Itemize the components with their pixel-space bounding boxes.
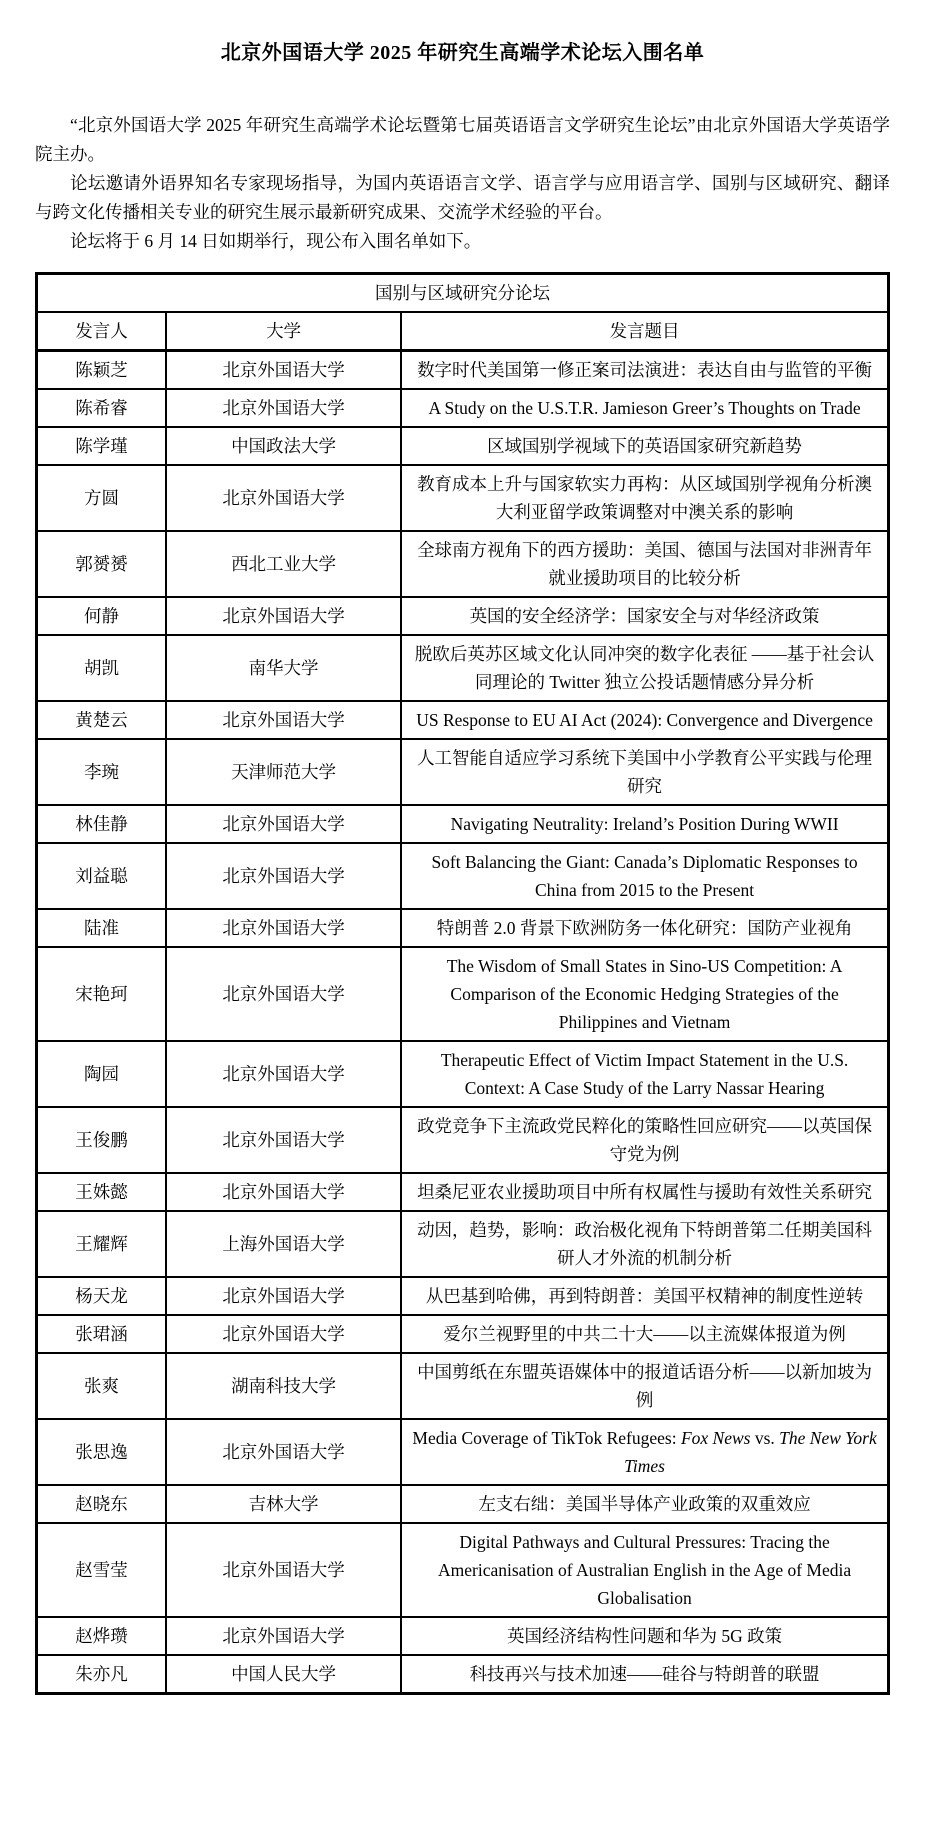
university-cell: 北京外国语大学	[166, 1107, 401, 1173]
topic-cell: 爱尔兰视野里的中共二十大——以主流媒体报道为例	[401, 1315, 888, 1353]
university-cell: 西北工业大学	[166, 531, 401, 597]
topic-cell: 区域国别学视域下的英语国家研究新趋势	[401, 427, 888, 465]
university-cell: 北京外国语大学	[166, 1523, 401, 1617]
university-cell: 上海外国语大学	[166, 1211, 401, 1277]
intro-paragraph-date: 论坛将于 6 月 14 日如期举行，现公布入围名单如下。	[70, 231, 482, 251]
speaker-cell: 胡凯	[37, 635, 167, 701]
university-cell: 中国政法大学	[166, 427, 401, 465]
topic-cell: 中国剪纸在东盟英语媒体中的报道话语分析——以新加坡为例	[401, 1353, 888, 1419]
table-row	[37, 1419, 889, 1485]
italic-text-run: Fox News	[680, 1428, 751, 1448]
intro-paragraph-purpose: 论坛邀请外语界知名专家现场指导，为国内英语语言文学、语言学与应用语言学、国别与区域研究、翻译与跨文化传播相关专业的研究生展示最新研究成果、交流学术经验的平台。	[35, 173, 890, 222]
speaker-cell: 陆准	[37, 909, 167, 947]
speaker-cell: 陈学瑾	[37, 427, 167, 465]
university-cell: 北京外国语大学	[166, 1315, 401, 1353]
topic-cell	[401, 1419, 888, 1485]
table-row	[37, 1617, 889, 1655]
university-cell: 北京外国语大学	[166, 597, 401, 635]
speaker-cell: 宋艳珂	[37, 947, 167, 1041]
topic-cell: 人工智能自适应学习系统下美国中小学教育公平实践与伦理研究	[401, 739, 888, 805]
table-row	[37, 1315, 889, 1353]
university-cell: 北京外国语大学	[166, 947, 401, 1041]
table-row	[37, 701, 889, 739]
university-cell: 北京外国语大学	[166, 465, 401, 531]
table-row	[37, 947, 889, 1041]
topic-cell: 左支右绌：美国半导体产业政策的双重效应	[401, 1485, 888, 1523]
topic-cell: 动因，趋势，影响：政治极化视角下特朗普第二任期美国科研人才外流的机制分析	[401, 1211, 888, 1277]
topic-cell: 英国的安全经济学：国家安全与对华经济政策	[401, 597, 888, 635]
university-cell: 天津师范大学	[166, 739, 401, 805]
table-row	[37, 739, 889, 805]
topic-cell: 坦桑尼亚农业援助项目中所有权属性与援助有效性关系研究	[401, 1173, 888, 1211]
topic-cell: Navigating Neutrality: Ireland’s Position During WWII	[401, 805, 888, 843]
speaker-cell: 朱亦凡	[37, 1655, 167, 1694]
university-cell: 北京外国语大学	[166, 351, 401, 390]
university-cell: 北京外国语大学	[166, 701, 401, 739]
table-section-title: 国别与区域研究分论坛	[37, 274, 889, 313]
section-title-row	[37, 274, 889, 313]
table-row	[37, 465, 889, 531]
column-header-speaker: 发言人	[37, 312, 167, 351]
topic-cell: The Wisdom of Small States in Sino-US Competition: A Comparison of the Economic Hedging Strategies of the Philippines and Vietnam	[401, 947, 888, 1041]
topic-cell: Therapeutic Effect of Victim Impact Statement in the U.S. Context: A Case Study of the Larry Nassar Hearing	[401, 1041, 888, 1107]
text-run: Media Coverage of TikTok Refugees:	[412, 1428, 681, 1448]
university-cell: 北京外国语大学	[166, 1041, 401, 1107]
speaker-cell: 陶园	[37, 1041, 167, 1107]
university-cell: 北京外国语大学	[166, 909, 401, 947]
topic-cell: 教育成本上升与国家软实力再构：从区域国别学视角分析澳大利亚留学政策调整对中澳关系的影响	[401, 465, 888, 531]
table-row	[37, 1485, 889, 1523]
table-row	[37, 427, 889, 465]
university-cell: 湖南科技大学	[166, 1353, 401, 1419]
table-row	[37, 597, 889, 635]
column-header-row	[37, 312, 889, 351]
speaker-cell: 张思逸	[37, 1419, 167, 1485]
speaker-cell: 王姝懿	[37, 1173, 167, 1211]
university-cell: 吉林大学	[166, 1485, 401, 1523]
speaker-cell: 赵雪莹	[37, 1523, 167, 1617]
table-row	[37, 843, 889, 909]
university-cell: 南华大学	[166, 635, 401, 701]
table-row	[37, 635, 889, 701]
table-row	[37, 351, 889, 390]
speaker-cell: 赵烨瓒	[37, 1617, 167, 1655]
speaker-cell: 方圆	[37, 465, 167, 531]
italic-text-run: The New York Times	[624, 1428, 877, 1476]
topic-cell: 英国经济结构性问题和华为 5G 政策	[401, 1617, 888, 1655]
university-cell: 北京外国语大学	[166, 1419, 401, 1485]
table-row	[37, 1041, 889, 1107]
university-cell: 北京外国语大学	[166, 1173, 401, 1211]
topic-cell: 脱欧后英苏区域文化认同冲突的数字化表征 ——基于社会认同理论的 Twitter 独立公投话题情感分异分析	[401, 635, 888, 701]
column-header-university: 大学	[166, 312, 401, 351]
table-row	[37, 531, 889, 597]
university-cell: 北京外国语大学	[166, 805, 401, 843]
university-cell: 北京外国语大学	[166, 1277, 401, 1315]
table-row	[37, 1277, 889, 1315]
table-row	[37, 389, 889, 427]
university-cell: 北京外国语大学	[166, 1617, 401, 1655]
speaker-cell: 赵晓东	[37, 1485, 167, 1523]
table-row	[37, 805, 889, 843]
speaker-cell: 黄楚云	[37, 701, 167, 739]
column-header-topic: 发言题目	[401, 312, 888, 351]
topic-cell: 政党竞争下主流政党民粹化的策略性回应研究——以英国保守党为例	[401, 1107, 888, 1173]
table-row	[37, 1655, 889, 1694]
finalists-table	[35, 272, 890, 1695]
speaker-cell: 郭赟赟	[37, 531, 167, 597]
table-row	[37, 1353, 889, 1419]
speaker-cell: 李琬	[37, 739, 167, 805]
university-cell: 北京外国语大学	[166, 389, 401, 427]
speaker-cell: 林佳静	[37, 805, 167, 843]
topic-cell: US Response to EU AI Act (2024): Convergence and Divergence	[401, 701, 888, 739]
speaker-cell: 杨天龙	[37, 1277, 167, 1315]
table-row	[37, 1173, 889, 1211]
topic-cell: Digital Pathways and Cultural Pressures: Tracing the Americanisation of Australian English in the Age of Media Globalisation	[401, 1523, 888, 1617]
table-body	[37, 351, 889, 1694]
table-row	[37, 1211, 889, 1277]
page-title: 北京外国语大学 2025 年研究生高端学术论坛入围名单	[220, 42, 705, 64]
intro-paragraph-host: “北京外国语大学 2025 年研究生高端学术论坛暨第七届英语语言文学研究生论坛”由北京外国语大学英语学院主办。	[35, 115, 890, 164]
topic-cell: A Study on the U.S.T.R. Jamieson Greer’s Thoughts on Trade	[401, 389, 888, 427]
speaker-cell: 王俊鹏	[37, 1107, 167, 1173]
topic-cell: Soft Balancing the Giant: Canada’s Diplomatic Responses to China from 2015 to the Present	[401, 843, 888, 909]
speaker-cell: 张珺涵	[37, 1315, 167, 1353]
table-head	[37, 274, 889, 351]
speaker-cell: 刘益聪	[37, 843, 167, 909]
speaker-cell: 陈希睿	[37, 389, 167, 427]
table-row	[37, 1107, 889, 1173]
speaker-cell: 陈颖芝	[37, 351, 167, 390]
speaker-cell: 王耀辉	[37, 1211, 167, 1277]
topic-cell: 从巴基到哈佛，再到特朗普：美国平权精神的制度性逆转	[401, 1277, 888, 1315]
speaker-cell: 张爽	[37, 1353, 167, 1419]
university-cell: 北京外国语大学	[166, 843, 401, 909]
topic-cell: 全球南方视角下的西方援助：美国、德国与法国对非洲青年就业援助项目的比较分析	[401, 531, 888, 597]
table-row	[37, 909, 889, 947]
topic-cell: 特朗普 2.0 背景下欧洲防务一体化研究：国防产业视角	[401, 909, 888, 947]
text-run: vs.	[750, 1428, 780, 1448]
speaker-cell: 何静	[37, 597, 167, 635]
university-cell: 中国人民大学	[166, 1655, 401, 1694]
topic-cell: 科技再兴与技术加速——硅谷与特朗普的联盟	[401, 1655, 888, 1694]
table-row	[37, 1523, 889, 1617]
topic-cell: 数字时代美国第一修正案司法演进：表达自由与监管的平衡	[401, 351, 888, 390]
